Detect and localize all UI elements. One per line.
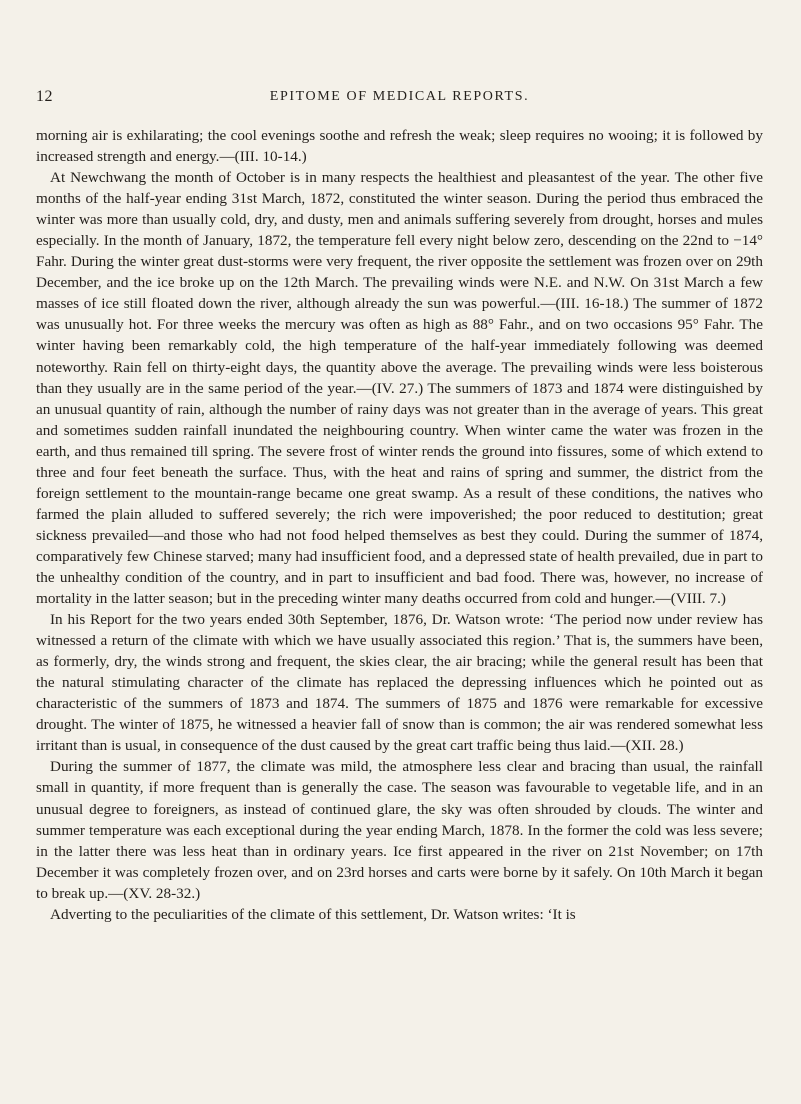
page-number: 12 [36, 88, 53, 105]
running-head: EPITOME OF MEDICAL REPORTS. [269, 89, 530, 104]
paragraph-peculiarities: Adverting to the peculiarities of the climate of this settlement, Dr. Watson writes: ‘It is [50, 905, 576, 923]
paragraph-report-1876: In his Report for the two years ended 30th September, 1876, Dr. Watson wrote: ‘The period now under review has witnessed a return of the climate with which we have usually associated this region.’ That is, the summers have been, as formerly, dry, the winds strong and frequent, the skies clear, the air bracing; while the general result has been that the natural stimulating character of the climate has replaced the depressing influences which he pointed out as characteristic of the summers of 1873 and 1874. The summers of 1875 and 1876 were remarkable for excessive drought. The winter of 1875, he witnessed a heavier fall of snow than is common; the air was rendered somewhat less irritant than is usual, in consequence of the dust caused by the great cart traffic being thus laid.—(XII. 28.) [36, 611, 763, 755]
paragraph-continued: morning air is exhilarating; the cool evenings soothe and refresh the weak; sleep requires no wooing; it is followed by increased strength and energy.—(III. 10-14.) [36, 127, 763, 166]
paragraph-newchwang-climate: At Newchwang the month of October is in many respects the healthiest and pleasantest of the year. The other five months of the half-year ending 31st March, 1872, constituted the winter season. During the period thus embraced the winter was more than usually cold, dry, and dusty, men and animals suffering severely from drought, horses and mules especially. In the month of January, 1872, the temperature fell every night below zero, descending on the 22nd to −14° Fahr. During the winter great dust-storms were very frequent, the river opposite the settlement was frozen over on 29th December, and the ice broke up on the 12th March. The prevailing winds were N.E. and N.W. On 31st March a few masses of ice still floated down the river, although already the sun was powerful.—(III. 16-18.) The summer of 1872 was unusually hot. For three weeks the mercury was often as high as 88° Fahr., and on two occasions 95° Fahr. The winter having been remarkably cold, the high temperature of the half-year immediately following was deemed noteworthy. Rain fell on thirty-eight days, the quantity above the average. The prevailing winds were less boisterous than they usually are in the same period of the year.—(IV. 27.) The summers of 1873 and 1874 were distinguished by an unusual quantity of rain, although the number of rainy days was not greater than in the average of years. This great and sometimes sudden rainfall inundated the neighbouring country. When winter came the water was frozen in the earth, and thus remained till spring. The severe frost of winter rends the ground into fissures, some of which extend to three and four feet beneath the surface. Thus, with the heat and rains of spring and summer, the district from the foreign settlement to the mountain-range became one great swamp. As a result of these conditions, the natives who farmed the plain alluded to suffered severely; the rich were impoverished; the poor reduced to destitution; great sickness prevailed—and those who had not food helped themselves as best they could. During the summer of 1874, comparatively few Chinese starved; many had insufficient food, and a depressed state of health prevailed, due in part to the unhealthy condition of the country, and in part to insufficient and bad food. There was, however, no increase of mortality in the latter season; but in the preceding winter many deaths occurred from cold and hunger.—(VIII. 7.) [36, 169, 763, 608]
body-text [36, 125, 763, 925]
page-header [36, 88, 763, 110]
paragraph-summer-1877: During the summer of 1877, the climate was mild, the atmosphere less clear and bracing than usual, the rainfall small in quantity, if more frequent than is generally the case. The season was favourable to vegetable life, and in an unusual degree to foreigners, as instead of continued glare, the sky was often shrouded by clouds. The winter and summer temperature was each exceptional during the year ending March, 1878. In the former the cold was less severe; in the latter there was less heat than in ordinary years. Ice first appeared in the river on 21st November; on 17th December it was completely frozen over, and on 23rd horses and carts were borne by it safely. On 10th March it began to break up.—(XV. 28-32.) [36, 758, 763, 902]
